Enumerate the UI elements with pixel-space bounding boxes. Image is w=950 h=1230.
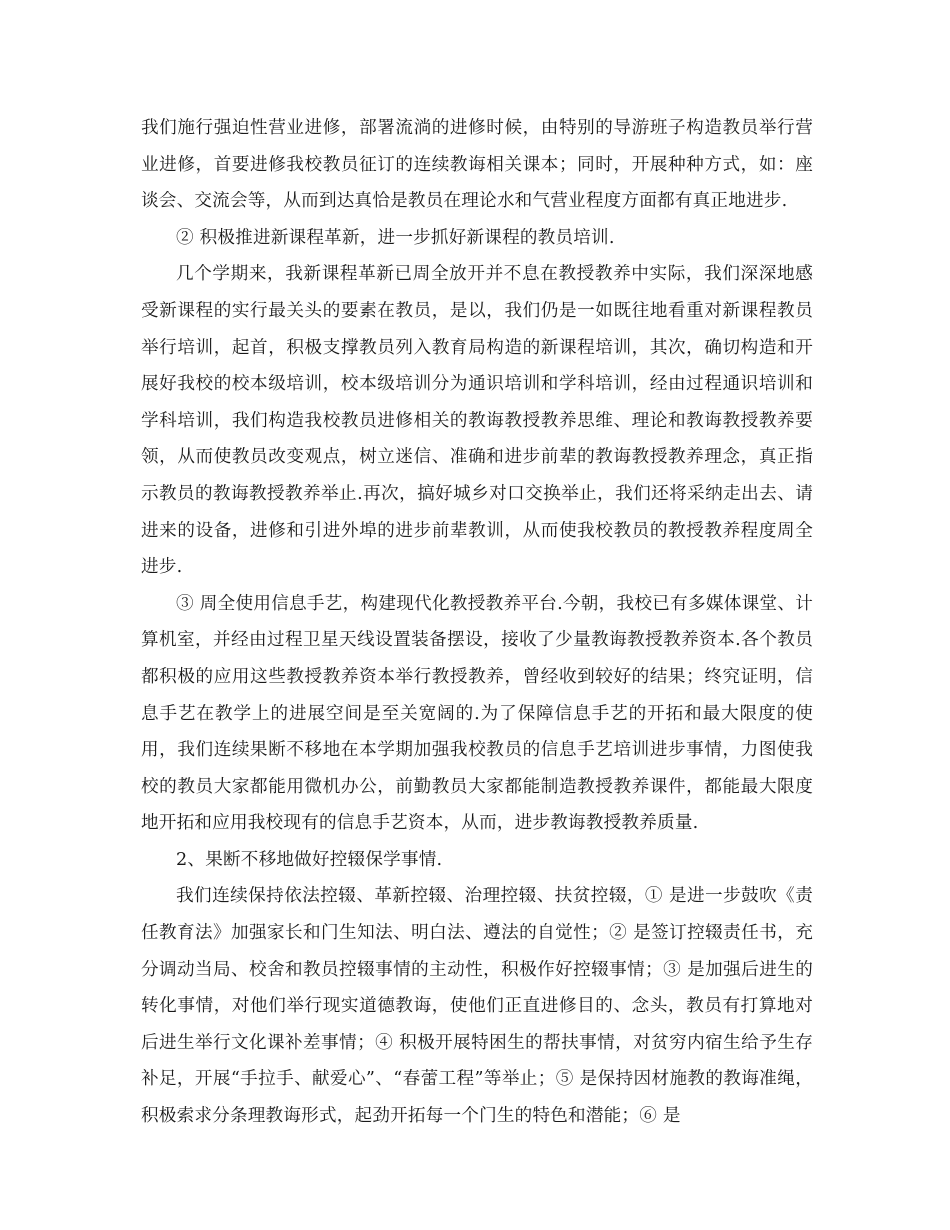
paragraph-study-intro: 我们施行强迫性营业进修，部署流淌的进修时候，由特别的导游班子构造教员举行营业进修，首要进修我校教员征订的连续教诲相关课本；同时，开展种种方式，如：座谈会、交流会等，从而到达真恰是教员在理论水和气营业程度方面都有真正地进步. (141, 118, 813, 212)
paragraph-curriculum-heading: ② 积极推进新课程革新，进一步抓好新课程的教员培训. (176, 227, 615, 248)
paragraph-curriculum-training: 几个学期来，我新课程革新已周全放开并不息在教授教养中实际，我们深深地感受新课程的实行最关头的要素在教员，是以，我们仍是一如既往地看重对新课程教员举行培训，起首，积极支撑教员列入教育局构造的新课程培训，其次，确切构造和开展好我校的校本级培训，校本级培训分为通识培训和学科培训，经由过程通识培训和学科培训，我们构造我校教员进修相关的教诲教授教养思维、理论和教诲教授教养要领，从而使教员改变观点，树立迷信、准确和进步前辈的教诲教授教养理念，真正指示教员的教诲教授教养举止.再次，搞好城乡对口交换举止，我们还将采纳走出去、请进来的设备，进修和引进外埠的进步前辈教训，从而使我校教员的教授教养程度周全进步. (141, 264, 813, 578)
paragraph-dropout-heading: 2、果断不移地做好控辍保学事情. (176, 849, 443, 870)
paragraph-information-technology: ③ 周全使用信息手艺，构建现代化教授教养平台.今朝，我校已有多媒体课堂、计算机室，并经由过程卫星天线设置装备摆设，接收了少量教诲教授教养资本.各个教员都积极的应用这些教授教养资本举行教授教养，曾经收到较好的结果；终究证明，信息手艺在教学上的进展空间是至关宽阔的.为了保障信息手艺的开拓和最大限度的使用，我们连续果断不移地在本学期加强我校教员的信息手艺培训进步事情，力图使我校的教员大家都能用微机办公，前勤教员大家都能制造教授教养课件，都能最大限度地开拓和应用我校现有的信息手艺资本，从而，进步教诲教授教养质量. (141, 593, 813, 834)
document-body (141, 110, 813, 1135)
paragraph-dropout-measures: 我们连续保持依法控辍、革新控辍、治理控辍、扶贫控辍，① 是进一步鼓吹《责任教育法》加强家长和门生知法、明白法、遵法的自觉性；② 是签订控辍责任书，充分调动当局、校舍和教员控辍事情的主动性，积极作好控辍事情；③ 是加强后进生的转化事情，对他们举行现实道德教诲，使他们正直进修目的、念头，教员有打算地对后进生举行文化课补差事情；④ 积极开展特困生的帮扶事情，对贫穷内宿生给予生存补足，开展“手拉手、献爱心”、“春蕾工程”等举止；⑤ 是保持因材施教的教诲准绳，积极索求分条理教诲形式，起劲开拓每一个门生的特色和潜能；⑥ 是 (141, 886, 813, 1127)
